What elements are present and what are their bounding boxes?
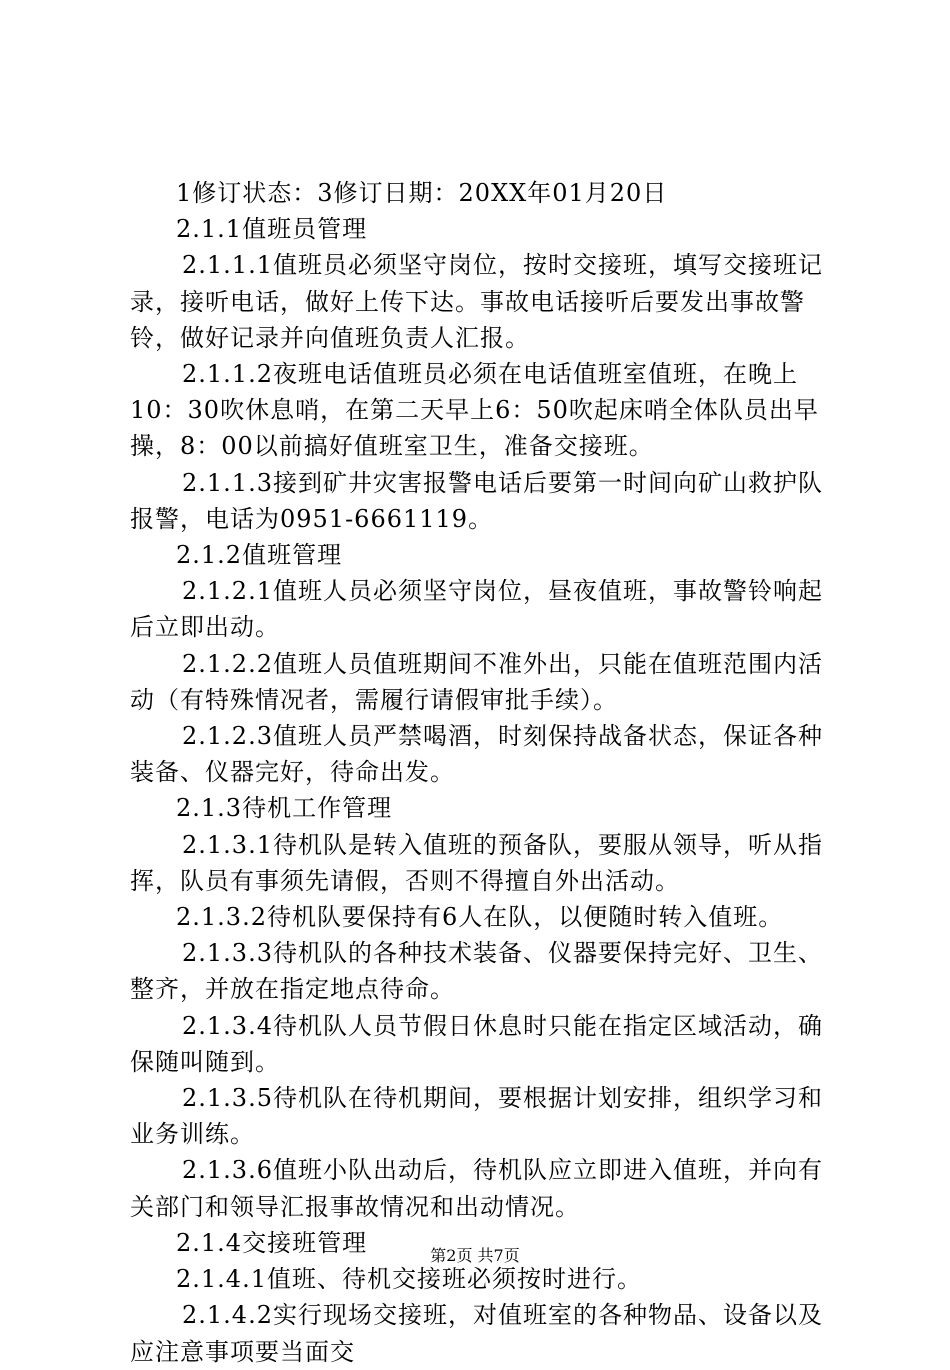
document-body: [130, 175, 835, 1370]
paragraph-2-1-2-1: 2.1.2.1值班人员必须坚守岗位，昼夜值班，事故警铃响起后立即出动。: [130, 577, 823, 642]
paragraph-2-1-3-4: 2.1.3.4待机队人员节假日休息时只能在指定区域活动，确保随叫随到。: [130, 1011, 823, 1076]
paragraph-2-1-1-2: 2.1.1.2夜班电话值班员必须在电话值班室值班，在晚上10：30吹休息哨，在第二天早上6：50吹起床哨全体队员出早操，8：00以前搞好值班室卫生，准备交接班。: [130, 360, 819, 461]
paragraph-2-1-1-1: 2.1.1.1值班员必须坚守岗位，按时交接班，填写交接班记录，接听电话，做好上传下达。事故电话接听后要发出事故警铃，做好记录并向值班负责人汇报。: [130, 251, 823, 352]
paragraph-2-1-2-3: 2.1.2.3值班人员严禁喝酒，时刻保持战备状态，保证各种装备、仪器完好，待命出发。: [130, 722, 823, 787]
section-heading-2-1-1: 2.1.1值班员管理: [176, 215, 368, 244]
section-heading-2-1-4: 2.1.4交接班管理: [176, 1228, 368, 1257]
paragraph-2-1-3-1: 2.1.3.1待机队是转入值班的预备队，要服从领导，听从指挥，队员有事须先请假，否则不得擅自外出活动。: [130, 830, 823, 895]
section-heading-2-1-2: 2.1.2值班管理: [176, 541, 343, 570]
paragraph-2-1-3-2: 2.1.3.2待机队要保持有6人在队，以便随时转入值班。: [176, 903, 784, 932]
paragraph-2-1-3-6: 2.1.3.6值班小队出动后，待机队应立即进入值班，并向有关部门和领导汇报事故情况和出动情况。: [130, 1156, 823, 1221]
paragraph-2-1-1-3: 2.1.1.3接到矿井灾害报警电话后要第一时间向矿山救护队报警，电话为0951-6661119。: [130, 468, 823, 533]
page-footer: 第2页 共7页: [430, 1246, 520, 1265]
revision-info: 1修订状态：3修订日期：20XX年01月20日: [176, 179, 668, 207]
paragraph-2-1-2-2: 2.1.2.2值班人员值班期间不准外出，只能在值班范围内活动（有特殊情况者，需履行请假审批手续）。: [130, 649, 823, 714]
paragraph-2-1-3-5: 2.1.3.5待机队在待机期间，要根据计划安排，组织学习和业务训练。: [130, 1084, 823, 1149]
paragraph-2-1-4-1: 2.1.4.1值班、待机交接班必须按时进行。: [176, 1265, 642, 1294]
paragraph-2-1-3-3: 2.1.3.3待机队的各种技术装备、仪器要保持完好、卫生、整齐，并放在指定地点待命。: [130, 939, 823, 1004]
section-heading-2-1-3: 2.1.3待机工作管理: [176, 794, 393, 823]
paragraph-2-1-4-2: 2.1.4.2实行现场交接班，对值班室的各种物品、设备以及应注意事项要当面交: [130, 1301, 823, 1366]
